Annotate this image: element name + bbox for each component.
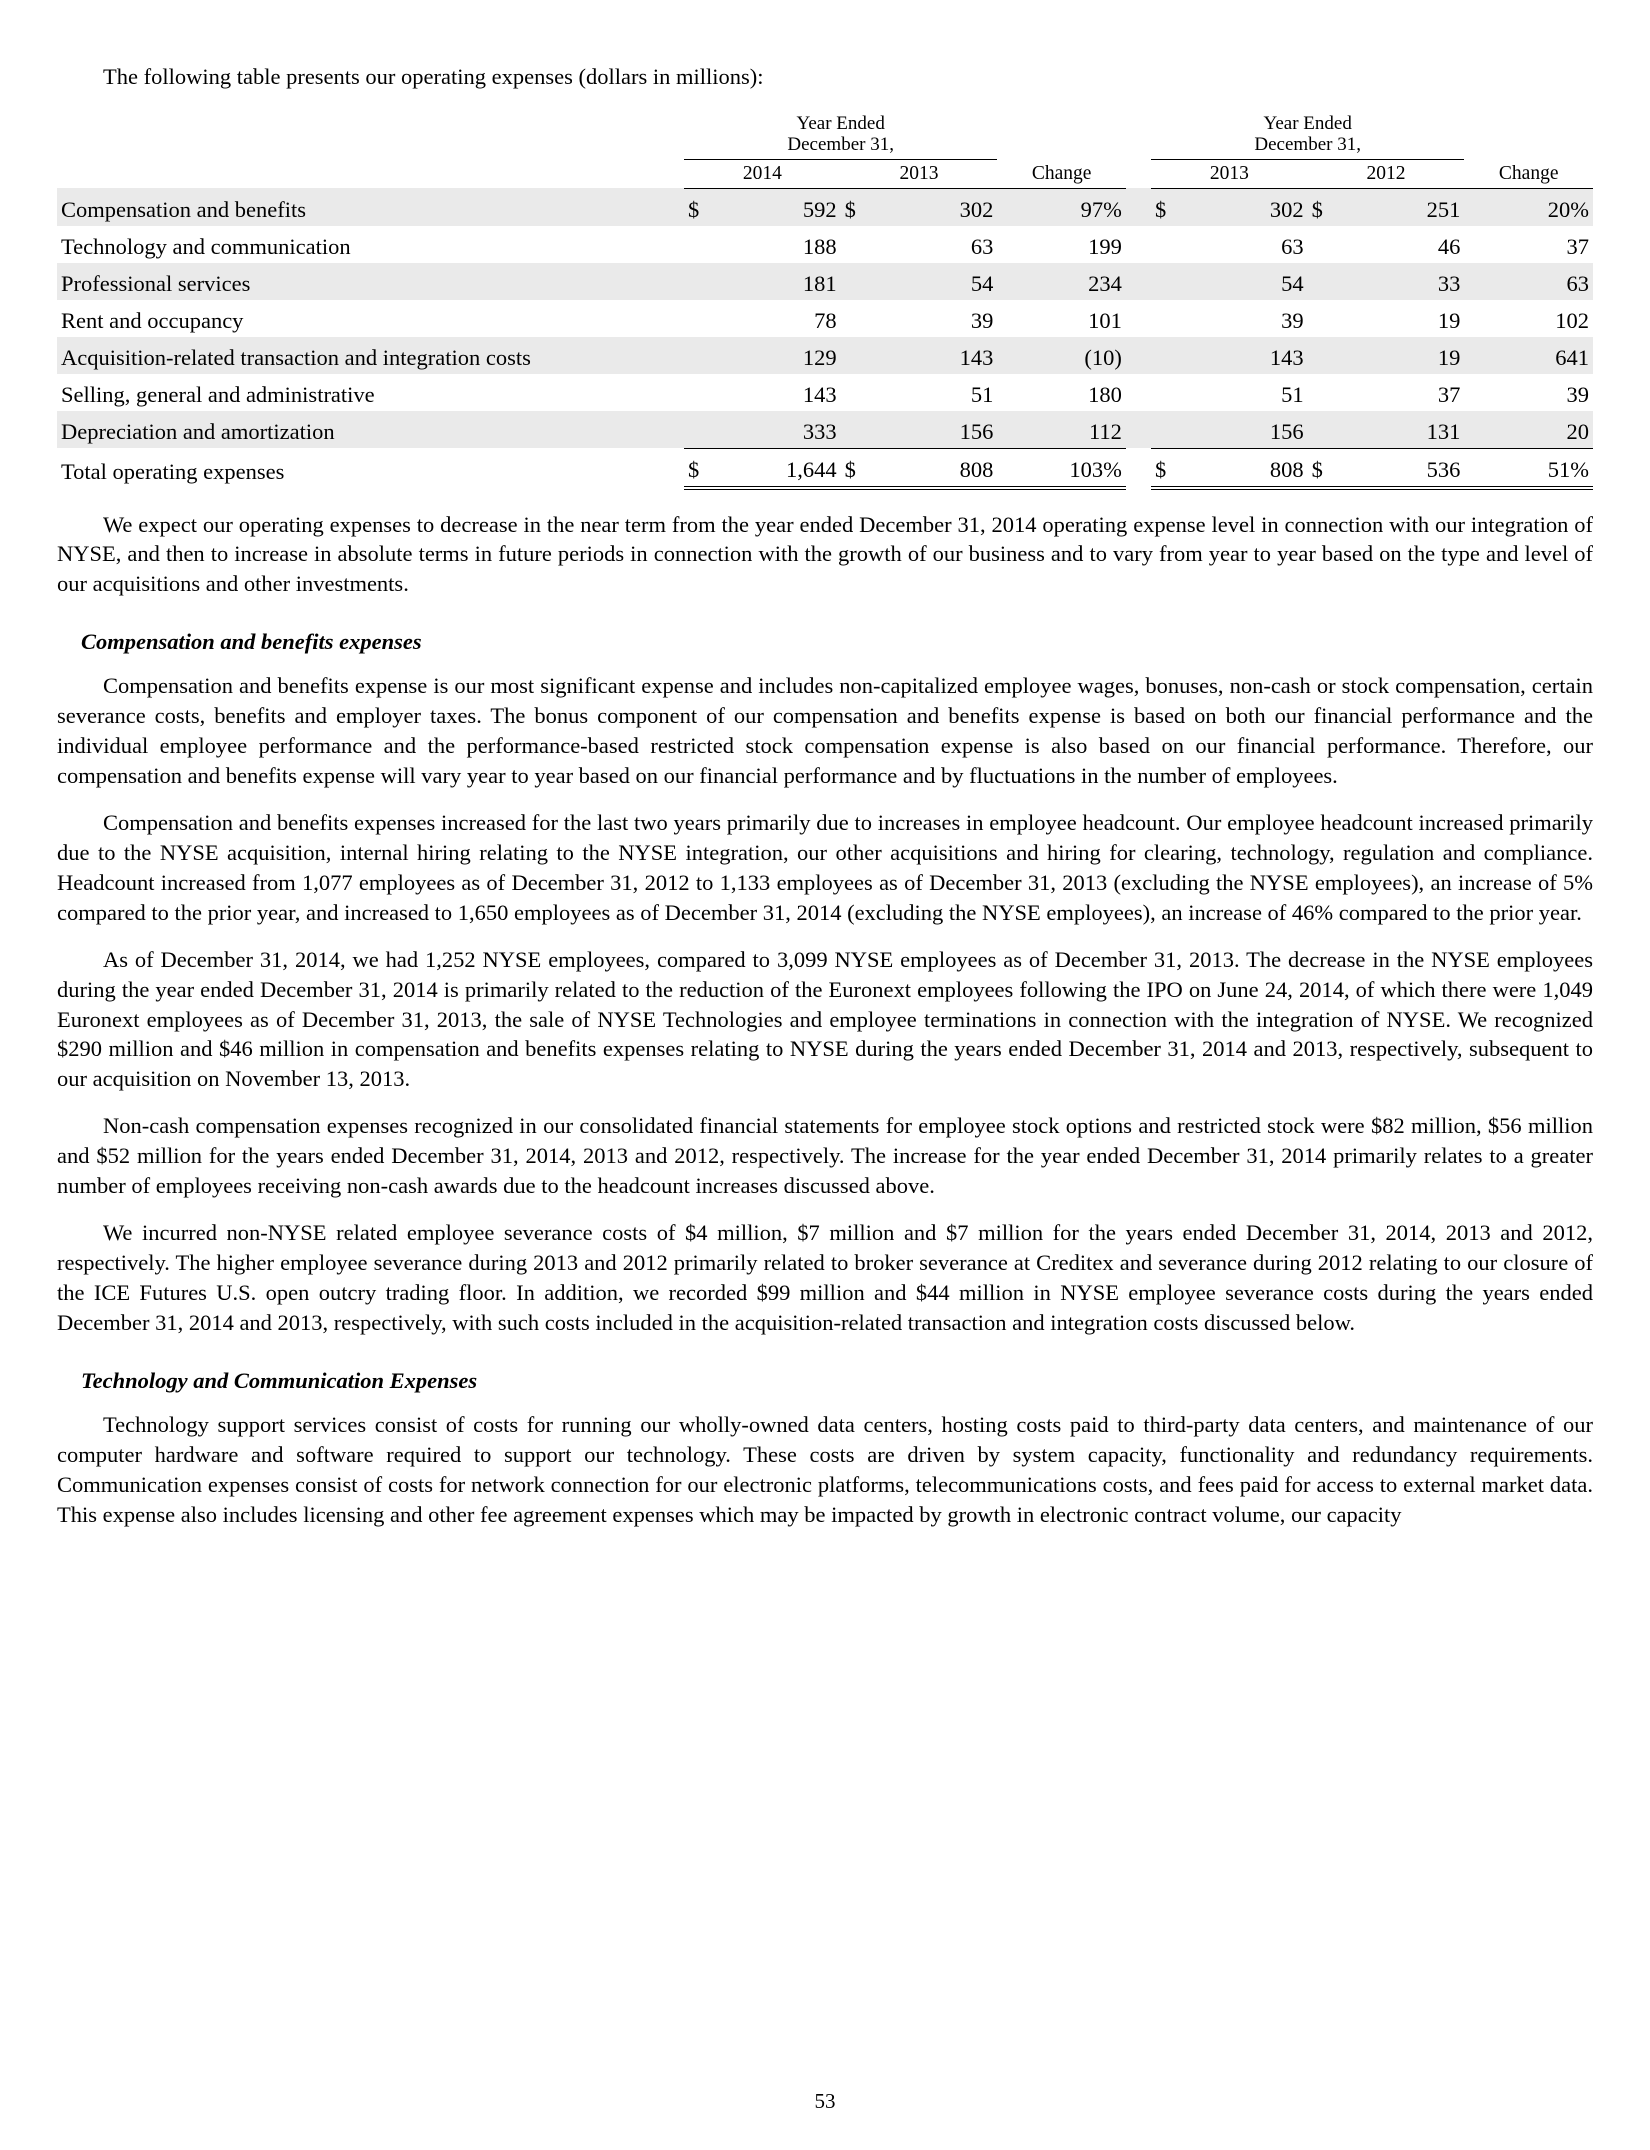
value-cell: 188 bbox=[802, 233, 837, 259]
change-cell: 97% bbox=[997, 188, 1126, 226]
column-header-2013b: 2013 bbox=[1151, 159, 1308, 188]
value-cell: 39 bbox=[970, 307, 994, 333]
change-cell: 101 bbox=[1088, 307, 1122, 333]
column-header-change-right: Change bbox=[1464, 159, 1593, 188]
value-cell: 63 bbox=[1281, 233, 1304, 259]
value-cell: 51 bbox=[970, 381, 994, 407]
row-label-cell: Technology and communication bbox=[61, 233, 351, 259]
dollar-cell: $ bbox=[1308, 188, 1339, 226]
group-header-line: December 31, bbox=[787, 134, 894, 156]
paragraph-expenses-outlook: We expect our operating expenses to decrease in the near term from the year ended December 31, 2014 operating expense level in connection with our integration of NYSE, and then to increase in absolute terms in future periods in connection with the growth of our business and to vary from year to year based on the type and level of our acquisitions and other investments. bbox=[57, 511, 1593, 597]
group-header-line: Year Ended bbox=[796, 113, 885, 134]
dollar-cell bbox=[684, 411, 715, 449]
paragraph-noncash-compensation: Non-cash compensation expenses recognized in our consolidated financial statements for employee stock options and restricted stock were $82 million, $56 million and $52 million for the years ended December 31, 2014, 2013 and 2012, respectively. The increase for the year ended December 31, 2014 primarily relates to a greater number of employees receiving non-cash awards due to the headcount increases discussed above. bbox=[57, 1113, 1593, 1199]
dollar-cell: $ bbox=[841, 188, 872, 226]
paragraph-compensation-overview: Compensation and benefits expense is our most significant expense and includes non-capitalized employee wages, bonuses, non-cash or stock compensation, certain severance costs, benefits and employer taxes. The bonus component of our compensation and benefits expense is based on both our financial performance and the individual employee performance and the performance-based restricted stock compensation expense is also based on our financial performance. Therefore, our compensation and benefits expense will vary year to year based on our financial performance and by fluctuations in the number of employees. bbox=[57, 673, 1593, 789]
dollar-cell bbox=[1308, 263, 1339, 300]
value-cell: 536 bbox=[1339, 448, 1464, 488]
dollar-cell bbox=[1151, 300, 1182, 337]
value-cell: 54 bbox=[872, 263, 997, 300]
blank-cell bbox=[57, 159, 684, 188]
row-label-cell: Depreciation and amortization bbox=[57, 411, 684, 449]
value-cell: 37 bbox=[1437, 381, 1461, 407]
value-cell: 19 bbox=[1339, 337, 1464, 374]
spacer-cell bbox=[1126, 110, 1151, 159]
value-cell: 302 bbox=[872, 188, 997, 226]
value-cell: 143 bbox=[802, 381, 837, 407]
dollar-cell bbox=[1151, 374, 1182, 411]
dollar-cell bbox=[841, 263, 872, 300]
spacer-cell bbox=[1126, 188, 1151, 226]
dollar-cell bbox=[1308, 226, 1339, 263]
dollar-cell bbox=[1151, 337, 1182, 374]
spacer-cell bbox=[1126, 411, 1151, 449]
row-label-cell: Compensation and benefits bbox=[57, 188, 684, 226]
spacer-cell bbox=[1126, 159, 1151, 188]
change-cell: 102 bbox=[1555, 307, 1589, 333]
change-cell: 103% bbox=[997, 448, 1126, 488]
dollar-cell bbox=[841, 411, 872, 449]
change-cell: 20 bbox=[1464, 411, 1593, 449]
change-cell: 39 bbox=[1566, 381, 1589, 407]
table-row bbox=[57, 337, 1593, 374]
value-cell: 131 bbox=[1339, 411, 1464, 449]
value-cell: 78 bbox=[814, 307, 837, 333]
value-cell: 333 bbox=[715, 411, 840, 449]
dollar-cell bbox=[684, 374, 715, 411]
value-cell: 808 bbox=[872, 448, 997, 488]
table-intro-text: The following table presents our operating expenses (dollars in millions): bbox=[103, 64, 764, 89]
change-cell: 180 bbox=[1088, 381, 1122, 407]
value-cell: 51 bbox=[1281, 381, 1304, 407]
dollar-cell bbox=[1151, 226, 1182, 263]
change-cell: 63 bbox=[1464, 263, 1593, 300]
change-cell: 199 bbox=[1088, 233, 1122, 259]
dollar-cell: $ bbox=[1151, 188, 1182, 226]
column-header-2014: 2014 bbox=[684, 159, 841, 188]
row-label-cell: Rent and occupancy bbox=[61, 307, 244, 333]
row-label-cell: Professional services bbox=[57, 263, 684, 300]
value-cell: 143 bbox=[1182, 337, 1307, 374]
column-header-2013: 2013 bbox=[841, 159, 998, 188]
paragraph-severance-costs: We incurred non-NYSE related employee severance costs of $4 million, $7 million and $7 million for the years ended December 31, 2014, 2013 and 2012, respectively. The higher employee severance during 2013 and 2012 primarily related to broker severance at Creditex and severance during 2012 relating to our closure of the ICE Futures U.S. open outcry trading floor. In addition, we recorded $99 million and $44 million in NYSE employee severance costs during the years ended December 31, 2014 and 2013, respectively, with such costs included in the acquisition-related transaction and integration costs discussed below. bbox=[57, 1220, 1593, 1335]
value-cell: 143 bbox=[872, 337, 997, 374]
page-number: 53 bbox=[814, 2089, 836, 2113]
value-cell: 592 bbox=[715, 188, 840, 226]
value-cell: 46 bbox=[1437, 233, 1461, 259]
value-cell: 808 bbox=[1182, 448, 1307, 488]
dollar-cell bbox=[1308, 374, 1339, 411]
column-header-2012: 2012 bbox=[1308, 159, 1465, 188]
dollar-cell bbox=[1308, 411, 1339, 449]
dollar-cell bbox=[841, 374, 872, 411]
dollar-cell bbox=[1308, 337, 1339, 374]
change-cell: 37 bbox=[1566, 233, 1589, 259]
spacer-cell bbox=[1126, 300, 1151, 337]
paragraph-technology-support: Technology support services consist of costs for running our wholly-owned data centers, hosting costs paid to third-party data centers, and maintenance of our computer hardware and software required to support our technology. These costs are driven by system capacity, functionality and redundancy requirements. Communication expenses consist of costs for network connection for our electronic platforms, telecommunications costs, and fees paid for access to external market data. This expense also includes licensing and other fee agreement expenses which may be impacted by growth in electronic contract volume, our capacity bbox=[57, 1411, 1593, 1527]
value-cell: 19 bbox=[1437, 307, 1461, 333]
year-ended-group-header-left bbox=[684, 110, 997, 159]
operating-expenses-table bbox=[57, 110, 1593, 490]
table-total-row bbox=[57, 448, 1593, 488]
spacer-cell bbox=[1126, 226, 1151, 263]
heading-compensation-benefits: Compensation and benefits expenses bbox=[81, 629, 422, 655]
dollar-cell bbox=[684, 263, 715, 300]
table-row bbox=[57, 300, 1593, 337]
spacer-cell bbox=[1126, 263, 1151, 300]
value-cell: 251 bbox=[1339, 188, 1464, 226]
table-column-header-row bbox=[57, 159, 1593, 188]
dollar-cell bbox=[684, 337, 715, 374]
table-group-header-row bbox=[57, 110, 1593, 159]
change-cell: 641 bbox=[1464, 337, 1593, 374]
blank-cell bbox=[1464, 110, 1593, 159]
dollar-cell bbox=[1308, 300, 1339, 337]
paragraph-nyse-employees: As of December 31, 2014, we had 1,252 NYSE employees, compared to 3,099 NYSE employees as of December 31, 2013. The decrease in the NYSE employees during the year ended December 31, 2014 is primarily related to the reduction of the Euronext employees following the IPO on June 24, 2014, of which there were 1,049 Euronext employees as of December 31, 2013, the sale of NYSE Technologies and employee terminations in connection with the integration of NYSE. We recognized $290 million and $46 million in compensation and benefits expenses relating to NYSE during the years ended December 31, 2014 and 2013, respectively, subsequent to our acquisition on November 13, 2013. bbox=[57, 946, 1593, 1092]
dollar-cell: $ bbox=[684, 448, 715, 488]
dollar-cell bbox=[1151, 411, 1182, 449]
dollar-cell bbox=[841, 226, 872, 263]
value-cell: 33 bbox=[1339, 263, 1464, 300]
table-row bbox=[57, 263, 1593, 300]
dollar-cell bbox=[684, 226, 715, 263]
value-cell: 181 bbox=[715, 263, 840, 300]
table-row bbox=[57, 411, 1593, 449]
dollar-cell: $ bbox=[684, 188, 715, 226]
table-row bbox=[57, 188, 1593, 226]
value-cell: 54 bbox=[1182, 263, 1307, 300]
change-cell: (10) bbox=[997, 337, 1126, 374]
blank-cell bbox=[57, 110, 684, 159]
row-label-cell: Acquisition-related transaction and integration costs bbox=[57, 337, 684, 374]
change-cell: 20% bbox=[1464, 188, 1593, 226]
group-header-line: December 31, bbox=[1254, 134, 1361, 156]
heading-technology-communication: Technology and Communication Expenses bbox=[81, 1367, 478, 1393]
column-header-change-left: Change bbox=[997, 159, 1126, 188]
paragraph-headcount-increase: Compensation and benefits expenses increased for the last two years primarily due to increases in employee headcount. Our employee headcount increased primarily due to the NYSE acquisition, internal hiring relating to the NYSE integration, our other acquisitions and hiring for clearing, technology, regulation and compliance. Headcount increased from 1,077 employees as of December 31, 2012 to 1,133 employees as of December 31, 2013 (excluding the NYSE employees), an increase of 5% compared to the prior year, and increased to 1,650 employees as of December 31, 2014 (excluding the NYSE employees), an increase of 46% compared to the prior year. bbox=[57, 809, 1593, 925]
change-cell: 234 bbox=[997, 263, 1126, 300]
change-cell: 112 bbox=[997, 411, 1126, 449]
dollar-cell bbox=[841, 337, 872, 374]
row-label-cell: Selling, general and administrative bbox=[61, 381, 375, 407]
group-header-line: Year Ended bbox=[1263, 113, 1352, 134]
value-cell: 156 bbox=[872, 411, 997, 449]
value-cell: 39 bbox=[1281, 307, 1304, 333]
dollar-cell bbox=[684, 300, 715, 337]
dollar-cell: $ bbox=[841, 448, 872, 488]
table-row bbox=[57, 374, 1593, 411]
dollar-cell: $ bbox=[1151, 448, 1182, 488]
value-cell: 156 bbox=[1182, 411, 1307, 449]
dollar-cell bbox=[1151, 263, 1182, 300]
dollar-cell bbox=[841, 300, 872, 337]
row-label-cell: Total operating expenses bbox=[61, 458, 285, 484]
blank-cell bbox=[997, 110, 1126, 159]
value-cell: 1,644 bbox=[715, 448, 840, 488]
dollar-cell: $ bbox=[1308, 448, 1339, 488]
value-cell: 63 bbox=[970, 233, 994, 259]
value-cell: 129 bbox=[715, 337, 840, 374]
value-cell: 302 bbox=[1182, 188, 1307, 226]
spacer-cell bbox=[1126, 374, 1151, 411]
change-cell: 51% bbox=[1464, 448, 1593, 488]
spacer-cell bbox=[1126, 448, 1151, 488]
year-ended-group-header-right bbox=[1151, 110, 1464, 159]
spacer-cell bbox=[1126, 337, 1151, 374]
table-row bbox=[57, 226, 1593, 263]
